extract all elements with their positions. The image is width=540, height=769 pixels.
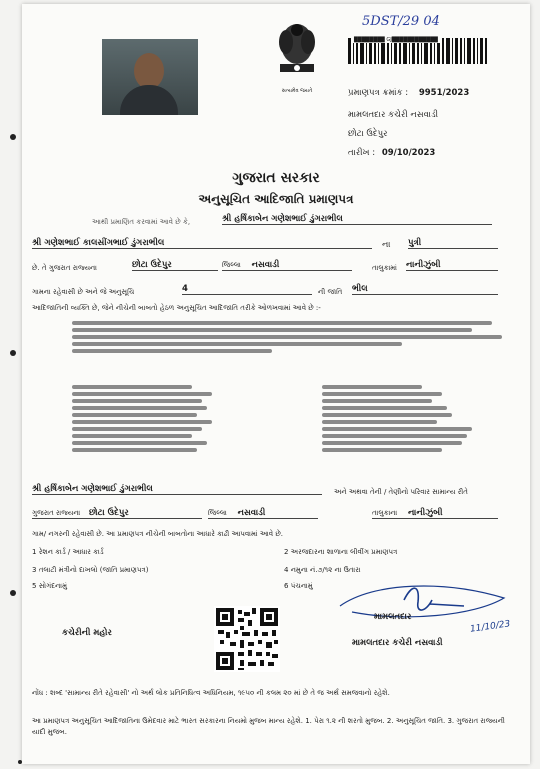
certificate-paper — [22, 4, 530, 764]
document-text: પંચનામું — [290, 582, 313, 590]
district-2-label: ગુજરાત રાજ્યના — [32, 509, 81, 517]
cert-number: 9951/2023 — [418, 88, 470, 98]
residence-text: ગામ/ નગરની રહેવાસી છે. આ પ્રમાણપત્ર નીચેની બાબતોના આધારે કાઢી આપવામાં આવે છે. — [32, 530, 283, 538]
declaration: આદિજાતિની વ્યક્તિ છે, જેને નીચેની બાબતો હેઠળ અનુસૂચિત આદિજાતિ તરીકે ઓળખવામાં આવે છે :- — [32, 304, 321, 312]
certificate-title: અનુસૂચિત આદિજાતિ પ્રમાણપત્ર — [198, 192, 354, 206]
document-text: નમુના નં.૭/૧૨ ના ઉતારા — [290, 566, 361, 574]
orders-list-right — [322, 382, 502, 455]
document-item-6 — [284, 582, 313, 591]
document-number: 1 — [32, 548, 37, 556]
margin-dot — [10, 350, 16, 356]
footer-note-1: નોંધ : શબ્દ 'સામાન્ય રીતે રહેવાસી' નો અર્થ લોક પ્રતિનિધિત્વ અધિનિયમ, ૧૯૫૦ ની કલમ ૨૦ માં છે તે જ અર્થ સમજવાનો રહેશે. — [32, 689, 390, 697]
taluka-1-label: જિલ્લા — [222, 261, 241, 269]
document-number: 2 — [284, 548, 289, 556]
district-2: છોટા ઉદેપુર — [88, 508, 129, 518]
district-2-row — [32, 508, 202, 519]
margin-dot — [10, 590, 16, 596]
signatory: મામલતદાર — [374, 612, 412, 622]
relation-label: ના — [382, 240, 391, 250]
qr-code-icon — [214, 606, 280, 672]
relation: પુત્રી — [408, 238, 498, 249]
footer-note-2: આ પ્રમાણપત્ર અનુસૂચિત આદિજાતિના ઉમેદવાર માટે ભારત સરકારના નિયમો મુજબ માન્ય રહેશે. 1. પેરા ૧.૨ ની શરતો મુજબ. 2. અનુસૂચિત જાતિ. 3. ગુજરાત રાજ્યની યાદી મુજબ. — [32, 717, 505, 736]
document-text: સોગંદનામું — [38, 582, 68, 590]
document-item-5 — [32, 582, 67, 591]
office-line-1: મામલતદાર કચેરી નસવાડી — [348, 110, 439, 120]
document-number: 5 — [32, 582, 37, 590]
date-label: તારીખ : — [348, 148, 376, 158]
village-1-label: તાલુકામાં — [372, 264, 397, 272]
handwritten-number: 5DST/29 04 — [362, 14, 440, 29]
applicant-name: શ્રી હર્ષિકાબેન ગણેશભાઈ ડુંગરાભીલ — [222, 214, 492, 225]
issue-date: 09/10/2023 — [381, 148, 436, 158]
emblem-caption: સત્યમેવ જયતે — [281, 88, 313, 94]
date-row — [348, 148, 435, 158]
document-text: તલાટી મંત્રીનો દાખલો (જાતિ પ્રમાણપત્ર) — [38, 566, 149, 574]
father-name: શ્રી ગણેશભાઈ કાલસીંગભાઈ ડુંગરાભીલ — [32, 238, 372, 249]
taluka-2-label: જિલ્લા — [208, 509, 227, 517]
document-number: 4 — [284, 566, 289, 574]
schedule-label: ગામના રહેવાસી છે અને જે અનુસૂચિ — [32, 288, 135, 296]
document-item-3 — [32, 566, 148, 575]
office-seal-label: કચેરીની મહોર — [62, 628, 112, 638]
certify-text: આથી પ્રમાણિત કરવામાં આવે છે કે, — [92, 218, 191, 226]
taluka-1-row — [222, 260, 352, 271]
legal-references-block — [72, 318, 502, 356]
holder-name: શ્રી હર્ષિકાબેન ગણેશભાઈ ડુંગરાભીલ — [32, 484, 322, 495]
orders-list-left — [72, 382, 252, 455]
barcode-caption: ████████ GJ████████████ — [354, 37, 438, 43]
document-number: 6 — [284, 582, 289, 590]
tribe: ભીલ — [352, 284, 498, 295]
cert-number-label: પ્રમાણપત્ર ક્રમાંક : — [348, 88, 409, 98]
margin-dot — [18, 760, 22, 764]
document-text: અરજદારના શાળાના લીવીંગ પ્રમાણપત્ર — [290, 548, 398, 556]
cert-number-row — [348, 88, 469, 98]
taluka-2-row — [208, 508, 318, 519]
document-item-1 — [32, 548, 104, 557]
taluka-1: નસવાડી — [251, 260, 280, 270]
document-number: 3 — [32, 566, 37, 574]
village-2: નાનીઝુંબી — [407, 508, 443, 518]
district-1: છોટા ઉદેપુર — [132, 260, 218, 271]
signatory-office: મામલતદાર કચેરી નસવાડી — [352, 638, 443, 648]
state-label: છે. તે ગુજરાત રાજ્યના — [32, 264, 97, 272]
tribe-label: ની જાતિ — [318, 288, 343, 296]
document-text: રેશન કાર્ડ / આધાર કાર્ડ — [38, 548, 104, 556]
taluka-2: નસવાડી — [237, 508, 266, 518]
village-1: નાનીઝુંબી — [406, 260, 498, 271]
margin-dot — [10, 134, 16, 140]
office-line-2: છોટા ઉદેપુર — [348, 129, 388, 139]
schedule-number: 4 — [182, 284, 312, 295]
national-emblem-icon — [274, 20, 320, 92]
applicant-photo — [102, 39, 198, 115]
family-text: અને અથવા તેની / તેણીનો પરિવાર સામાન્ય રીતે — [334, 488, 468, 496]
document-item-2 — [284, 548, 397, 557]
government-title: ગુજરાત સરકાર — [232, 170, 320, 186]
village-2-label: તાલુકાના — [372, 509, 398, 517]
signature-date: 11/10/23 — [469, 619, 511, 635]
village-2-row — [372, 508, 498, 519]
